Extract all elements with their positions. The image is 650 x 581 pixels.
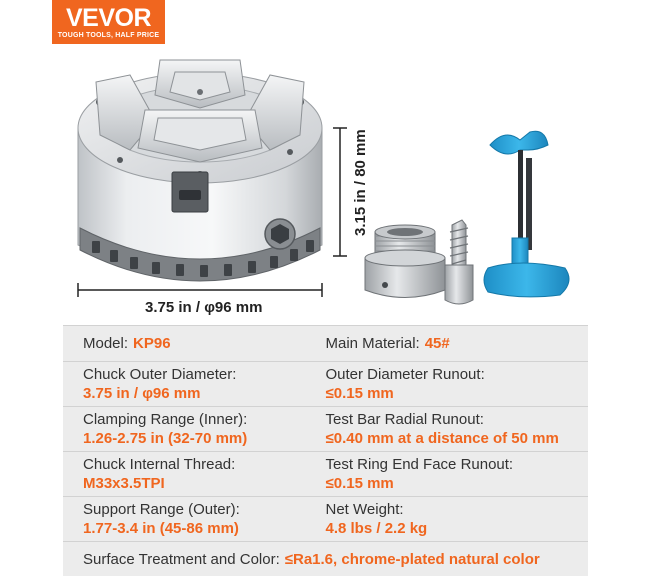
chuck-jaws <box>96 60 304 162</box>
spec-label: Net Weight: <box>325 501 404 518</box>
wood-screw <box>445 220 473 304</box>
spec-row <box>63 326 588 362</box>
spec-value: 45# <box>424 335 450 352</box>
spec-cell-clamping-range <box>63 407 326 451</box>
spec-cell-support-range <box>63 497 326 541</box>
spec-label: Clamping Range (Inner): <box>83 411 248 428</box>
spec-label: Chuck Internal Thread: <box>83 456 236 473</box>
dimension-vertical <box>333 128 347 256</box>
spec-value: M33x3.5TPI <box>83 475 165 492</box>
spec-row <box>63 362 588 407</box>
spec-label: Test Ring End Face Runout: <box>325 456 514 473</box>
spec-row <box>63 497 588 542</box>
spec-value: ≤0.15 mm <box>325 475 394 492</box>
spec-label: Test Bar Radial Runout: <box>325 411 484 428</box>
spec-cell-surface-treatment <box>63 542 588 576</box>
spec-value: 4.8 lbs / 2.2 kg <box>325 520 428 537</box>
spec-label: Model: <box>83 335 129 352</box>
dimension-horizontal <box>78 283 322 297</box>
spec-row <box>63 452 588 497</box>
brand-tagline: TOUGH TOOLS, HALF PRICE <box>57 32 160 39</box>
spec-value: KP96 <box>133 335 171 352</box>
spec-cell-outer-diameter-runout <box>326 362 589 406</box>
spec-cell-chuck-outer-diameter <box>63 362 326 406</box>
hex-key-tools <box>484 131 569 297</box>
threaded-adapter <box>365 225 445 298</box>
spec-value: ≤Ra1.6, chrome-plated natural color <box>284 550 540 568</box>
spec-row <box>63 407 588 452</box>
spec-value: ≤0.15 mm <box>325 385 394 402</box>
spec-label: Support Range (Outer): <box>83 501 240 518</box>
spec-cell-test-bar-radial-runout <box>326 407 589 451</box>
spec-label: Outer Diameter Runout: <box>325 366 485 383</box>
spec-value: 1.77-3.4 in (45-86 mm) <box>83 520 239 537</box>
spec-value: 1.26-2.75 in (32-70 mm) <box>83 430 248 447</box>
spec-cell-main-material <box>326 326 589 361</box>
product-illustration <box>0 40 650 320</box>
spec-value: ≤0.40 mm at a distance of 50 mm <box>325 430 559 447</box>
spec-label: Chuck Outer Diameter: <box>83 366 237 383</box>
spec-cell-chuck-internal-thread <box>63 452 326 496</box>
diameter-dimension-label: 3.75 in / φ96 mm <box>145 299 263 316</box>
spec-table <box>63 325 588 576</box>
height-dimension-label: 3.15 in / 80 mm <box>352 129 369 236</box>
spec-cell-model <box>63 326 326 361</box>
spec-row <box>63 542 588 576</box>
spec-label: Main Material: <box>325 335 420 352</box>
spec-label: Surface Treatment and Color: <box>83 550 280 568</box>
brand-logo <box>52 0 165 44</box>
spec-cell-net-weight <box>326 497 589 541</box>
spec-cell-test-ring-end-face-runout <box>326 452 589 496</box>
brand-name: VEVOR <box>65 4 152 32</box>
spec-value: 3.75 in / φ96 mm <box>83 385 201 402</box>
